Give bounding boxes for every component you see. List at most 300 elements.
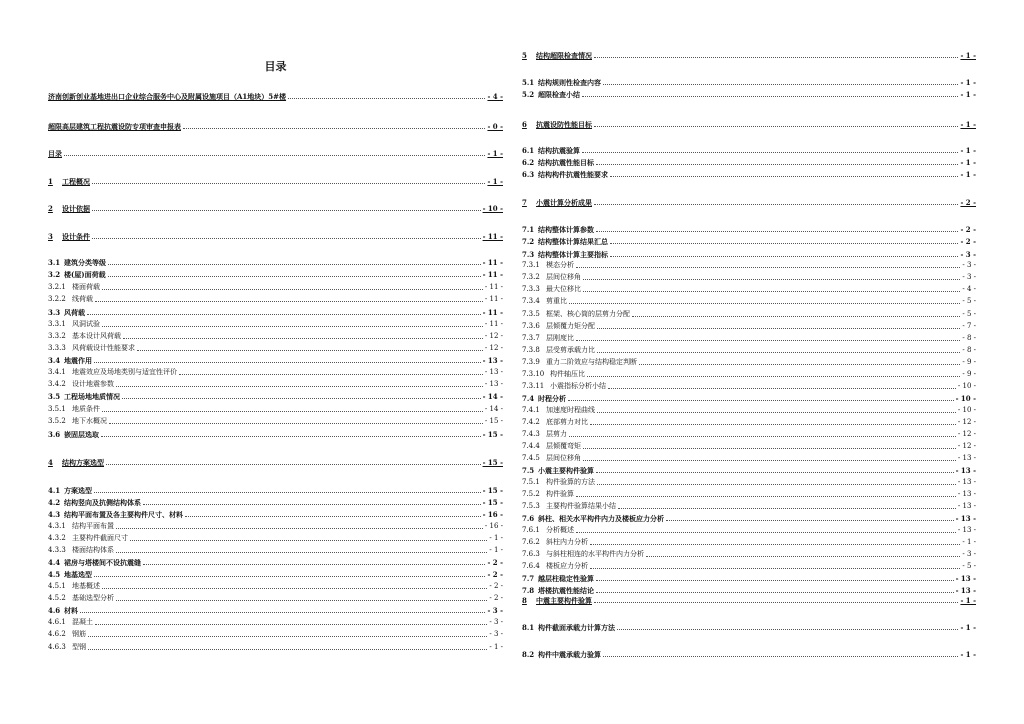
toc-entry-number: 7.5.3 — [522, 502, 540, 510]
toc-entry-number: 7.2 — [522, 237, 535, 246]
toc-entry-page: - 2 - — [487, 570, 503, 579]
toc-entry-number: 4.6.3 — [48, 643, 66, 651]
toc-entry[interactable] — [522, 454, 976, 463]
toc-entry-page: - 1 - — [960, 90, 976, 99]
toc-entry-title: 层倾覆力矩分配 — [546, 322, 595, 330]
toc-entry-number: 5.2 — [522, 90, 535, 99]
toc-dot-leader — [576, 532, 956, 533]
toc-entry-page: - 15 - — [482, 486, 503, 495]
toc-dot-leader — [594, 204, 958, 205]
toc-entry[interactable] — [522, 170, 976, 179]
toc-entry[interactable] — [48, 149, 503, 158]
toc-entry-number: 8 — [522, 596, 527, 605]
toc-entry-title: 楼面结构体系 — [72, 546, 114, 554]
toc-entry-title: 超限高层建筑工程抗震设防专项审查申报表 — [48, 122, 181, 131]
toc-entry[interactable] — [522, 526, 976, 535]
toc-entry[interactable] — [522, 394, 976, 403]
toc-entry-title: 材料 — [64, 606, 78, 615]
toc-entry[interactable] — [522, 478, 976, 487]
toc-dot-leader — [603, 656, 958, 657]
toc-entry-number: 4.1 — [48, 486, 61, 495]
toc-entry[interactable] — [48, 430, 503, 439]
toc-entry-title: 济南创新创业基地进出口企业综合服务中心及附属设施项目（A1地块）5#楼 — [48, 92, 287, 101]
toc-dot-leader — [583, 448, 956, 449]
toc-entry-number: 3.5 — [48, 392, 61, 401]
toc-entry-number: 4.6.1 — [48, 618, 66, 626]
toc-entry[interactable] — [48, 486, 503, 495]
toc-dot-leader — [116, 386, 483, 387]
toc-entry-page: - 2 - — [960, 225, 976, 234]
toc-dot-leader — [610, 176, 958, 177]
toc-entry-page: - 13 - — [957, 490, 976, 498]
toc-entry-title: 时程分析 — [538, 394, 566, 403]
toc-dot-leader — [603, 84, 958, 85]
toc-entry[interactable] — [48, 92, 503, 101]
toc-entry-number: 7.6 — [522, 514, 535, 523]
toc-entry[interactable] — [48, 270, 503, 279]
toc-entry-number: 7.5.1 — [522, 478, 540, 486]
toc-dot-leader — [94, 362, 481, 363]
toc-entry[interactable] — [522, 514, 976, 523]
toc-entry[interactable] — [48, 582, 503, 591]
toc-entry-number: 3.3 — [48, 308, 61, 317]
toc-entry[interactable] — [522, 370, 976, 379]
toc-entry[interactable] — [48, 417, 503, 426]
toc-entry[interactable] — [522, 562, 976, 571]
toc-entry-number: 4 — [48, 458, 53, 467]
toc-entry-title: 超限检查小结 — [538, 90, 580, 99]
toc-entry-page: - 3 - — [962, 550, 976, 558]
toc-entry-title: 与斜柱相连的水平构件内力分析 — [546, 550, 644, 558]
toc-entry-page: - 1 - — [962, 538, 976, 546]
toc-dot-leader — [179, 374, 483, 375]
toc-entry-number: 2 — [48, 204, 53, 213]
toc-entry-number: 6.3 — [522, 170, 535, 179]
toc-dot-leader — [288, 98, 485, 99]
toc-entry-title: 层间位移角 — [546, 454, 581, 462]
toc-entry-page: - 9 - — [962, 358, 976, 366]
toc-entry-number: 4.5.1 — [48, 582, 66, 590]
toc-entry-number: 7.3 — [522, 250, 535, 259]
toc-entry-page: - 4 - — [487, 92, 503, 101]
toc-entry[interactable] — [48, 283, 503, 292]
toc-entry-title: 线荷载 — [72, 295, 93, 303]
toc-dot-leader — [590, 424, 956, 425]
toc-entry-page: - 14 - — [484, 405, 503, 413]
toc-entry-page: - 1 - — [487, 177, 503, 186]
toc-dot-leader — [597, 412, 956, 413]
toc-entry[interactable] — [522, 358, 976, 367]
toc-entry-number: 4.5.2 — [48, 594, 66, 602]
toc-entry[interactable] — [48, 498, 503, 507]
toc-dot-leader — [88, 636, 487, 637]
toc-dot-leader — [610, 243, 958, 244]
toc-entry[interactable] — [48, 606, 503, 615]
toc-entry[interactable] — [48, 558, 503, 567]
toc-entry[interactable] — [48, 122, 503, 131]
toc-entry-title: 越层柱稳定性验算 — [538, 574, 594, 583]
toc-entry-title: 设计条件 — [62, 232, 90, 241]
toc-dot-leader — [583, 279, 960, 280]
toc-entry-title: 层受剪承载力比 — [546, 346, 595, 354]
toc-entry-title: 层倾覆弯矩 — [546, 442, 581, 450]
toc-entry-page: - 12 - — [957, 430, 976, 438]
toc-entry-number: 4.6 — [48, 606, 61, 615]
toc-entry[interactable] — [522, 502, 976, 511]
toc-entry[interactable] — [522, 285, 976, 294]
toc-entry-page: - 13 - — [955, 574, 976, 583]
toc-entry-number: 3.4.2 — [48, 380, 66, 388]
toc-entry[interactable] — [48, 232, 503, 241]
toc-dot-leader — [92, 238, 481, 239]
toc-entry-title: 层刚度比 — [546, 334, 574, 342]
toc-entry-number: 7.3.9 — [522, 358, 540, 366]
toc-entry-title: 小震指标分析小结 — [550, 382, 606, 390]
toc-dot-leader — [92, 183, 485, 184]
toc-entry-title: 层间位移角 — [546, 273, 581, 281]
toc-dot-leader — [130, 540, 487, 541]
toc-dot-leader — [594, 126, 958, 127]
toc-heading: 目录 — [264, 60, 287, 73]
toc-entry[interactable] — [522, 158, 976, 167]
toc-entry-number: 3.5.1 — [48, 405, 66, 413]
toc-entry[interactable] — [522, 466, 976, 475]
toc-entry-number: 1 — [48, 177, 53, 186]
toc-entry[interactable] — [522, 261, 976, 270]
toc-entry-number: 7.4.5 — [522, 454, 540, 462]
toc-entry[interactable] — [48, 534, 503, 543]
toc-entry-title: 结构平面布置及各主要构件尺寸、材料 — [64, 510, 183, 519]
toc-entry-title: 地下水概况 — [72, 417, 107, 425]
toc-entry[interactable] — [48, 546, 503, 555]
toc-entry[interactable] — [48, 522, 503, 531]
toc-entry-title: 分析概述 — [546, 526, 574, 534]
toc-entry-title: 小震主要构件验算 — [538, 466, 594, 475]
toc-entry[interactable] — [48, 308, 503, 317]
toc-entry-page: - 3 - — [489, 618, 503, 626]
toc-entry-number: 4.3.3 — [48, 546, 66, 554]
toc-entry[interactable] — [48, 594, 503, 603]
toc-dot-leader — [666, 520, 954, 521]
toc-entry-number: 3.3.1 — [48, 320, 66, 328]
toc-dot-leader — [183, 128, 485, 129]
toc-entry[interactable] — [522, 586, 976, 595]
toc-entry-number: 7.3.8 — [522, 346, 540, 354]
toc-dot-leader — [123, 338, 483, 339]
toc-dot-leader — [106, 464, 481, 465]
toc-entry-number: 7.4.2 — [522, 418, 540, 426]
toc-dot-leader — [116, 552, 487, 553]
toc-entry[interactable] — [522, 418, 976, 427]
toc-entry-title: 风荷载 — [64, 308, 85, 317]
toc-dot-leader — [587, 376, 960, 377]
toc-entry-page: - 15 - — [482, 498, 503, 507]
toc-entry[interactable] — [48, 405, 503, 414]
toc-entry[interactable] — [522, 310, 976, 319]
toc-entry-title: 主要构件验算结果小结 — [546, 502, 616, 510]
toc-entry[interactable] — [522, 650, 976, 659]
toc-entry[interactable] — [522, 334, 976, 343]
toc-entry-title: 楼(屋)面荷载 — [64, 270, 106, 279]
toc-entry-page: - 2 - — [489, 582, 503, 590]
toc-entry-title: 工程场地地质情况 — [64, 392, 120, 401]
toc-entry-title: 构件中震承载力验算 — [538, 650, 601, 659]
toc-entry-title: 模态分析 — [546, 261, 574, 269]
toc-entry-number: 7.4.1 — [522, 406, 540, 414]
toc-entry-title: 小震计算分析成果 — [536, 198, 592, 207]
toc-entry-page: - 1 - — [960, 158, 976, 167]
toc-dot-leader — [583, 291, 960, 292]
toc-entry-page: - 5 - — [962, 297, 976, 305]
toc-entry-title: 建筑分类等级 — [64, 258, 106, 267]
toc-dot-leader — [576, 340, 960, 341]
toc-entry-page: - 3 - — [962, 273, 976, 281]
toc-entry-number: 7.4.3 — [522, 430, 540, 438]
toc-entry-title: 最大位移比 — [546, 285, 581, 293]
toc-entry-page: - 1 - — [487, 149, 503, 158]
toc-dot-leader — [108, 276, 481, 277]
toc-entry-page: - 11 - — [484, 295, 503, 303]
toc-dot-leader — [590, 544, 960, 545]
toc-dot-leader — [185, 516, 481, 517]
toc-entry-title: 主要构件截面尺寸 — [72, 534, 128, 542]
toc-entry[interactable] — [522, 78, 976, 87]
toc-entry-number: 7.8 — [522, 586, 535, 595]
toc-entry[interactable] — [522, 596, 976, 605]
toc-entry-title: 结构整体计算主要指标 — [538, 250, 608, 259]
toc-entry-page: - 2 - — [960, 237, 976, 246]
toc-entry[interactable] — [522, 225, 976, 234]
toc-entry-number: 7.5 — [522, 466, 535, 475]
toc-entry-number: 5 — [522, 51, 527, 60]
toc-entry-number: 3 — [48, 232, 53, 241]
toc-entry-title: 型钢 — [72, 643, 86, 651]
toc-entry[interactable] — [522, 623, 976, 632]
toc-entry-number: 3.2.1 — [48, 283, 66, 291]
toc-dot-leader — [610, 256, 958, 257]
toc-dot-leader — [594, 57, 958, 58]
toc-entry-number: 3.4.1 — [48, 368, 66, 376]
toc-entry-page: - 5 - — [962, 562, 976, 570]
toc-dot-leader — [102, 289, 483, 290]
toc-entry[interactable] — [522, 574, 976, 583]
toc-entry[interactable] — [48, 510, 503, 519]
toc-entry[interactable] — [48, 204, 503, 213]
toc-entry-title: 底部剪力对比 — [546, 418, 588, 426]
toc-entry-title: 楼面荷载 — [72, 283, 100, 291]
toc-entry-number: 8.1 — [522, 623, 535, 632]
toc-entry-page: - 12 - — [957, 418, 976, 426]
toc-entry-page: - 13 - — [484, 368, 503, 376]
toc-dot-leader — [122, 398, 481, 399]
toc-entry-page: - 11 - — [482, 232, 503, 241]
toc-entry[interactable] — [48, 380, 503, 389]
toc-entry-number: 7.6.1 — [522, 526, 540, 534]
toc-entry-page: - 8 - — [962, 334, 976, 342]
toc-entry-title: 构件轴压比 — [550, 370, 585, 378]
toc-entry-title: 方案选型 — [64, 486, 92, 495]
toc-entry-title: 结构竖向及抗侧结构体系 — [64, 498, 141, 507]
toc-entry-number: 7.5.2 — [522, 490, 540, 498]
toc-entry[interactable] — [48, 320, 503, 329]
toc-entry[interactable] — [48, 618, 503, 627]
toc-entry-page: - 13 - — [955, 466, 976, 475]
toc-entry-title: 嵌固层选取 — [64, 430, 99, 439]
toc-entry[interactable] — [522, 120, 976, 129]
toc-dot-leader — [95, 624, 487, 625]
toc-entry[interactable] — [522, 250, 976, 259]
toc-entry-number: 4.2 — [48, 498, 61, 507]
toc-entry[interactable] — [522, 146, 976, 155]
toc-entry-number: 6.2 — [522, 158, 535, 167]
toc-entry-page: - 1 - — [489, 546, 503, 554]
toc-dot-leader — [92, 210, 481, 211]
toc-entry[interactable] — [522, 346, 976, 355]
toc-dot-leader — [582, 96, 958, 97]
toc-dot-leader — [590, 568, 960, 569]
toc-entry[interactable] — [522, 550, 976, 559]
toc-entry-page: - 12 - — [484, 344, 503, 352]
toc-entry[interactable] — [48, 458, 503, 467]
toc-entry[interactable] — [522, 51, 976, 60]
toc-entry-number: 6.1 — [522, 146, 535, 155]
toc-entry-title: 裙房与塔楼间不设抗震缝 — [64, 558, 141, 567]
toc-entry-page: - 10 - — [957, 382, 976, 390]
toc-entry[interactable] — [522, 406, 976, 415]
toc-entry[interactable] — [48, 630, 503, 639]
toc-entry-title: 结构整体计算参数 — [538, 225, 594, 234]
toc-dot-leader — [137, 350, 483, 351]
toc-dot-leader — [116, 600, 487, 601]
toc-entry-page: - 10 - — [955, 394, 976, 403]
toc-dot-leader — [102, 588, 487, 589]
toc-entry[interactable] — [522, 382, 976, 391]
toc-entry-page: - 12 - — [957, 442, 976, 450]
toc-entry[interactable] — [48, 392, 503, 401]
toc-entry-page: - 2 - — [487, 558, 503, 567]
toc-entry-page: - 10 - — [482, 204, 503, 213]
toc-entry-number: 6 — [522, 120, 527, 129]
toc-entry[interactable] — [48, 368, 503, 377]
toc-dot-leader — [116, 528, 483, 529]
toc-entry-page: - 12 - — [484, 332, 503, 340]
toc-dot-leader — [576, 267, 960, 268]
toc-entry-page: - 1 - — [960, 78, 976, 87]
toc-entry[interactable] — [48, 570, 503, 579]
toc-dot-leader — [94, 492, 481, 493]
toc-entry[interactable] — [522, 90, 976, 99]
toc-entry-page: - 13 - — [957, 502, 976, 510]
toc-entry-number: 4.6.2 — [48, 630, 66, 638]
toc-entry-number: 7.3.1 — [522, 261, 540, 269]
toc-entry-number: 7.3.3 — [522, 285, 540, 293]
toc-entry-number: 7.4.4 — [522, 442, 540, 450]
toc-entry[interactable] — [522, 442, 976, 451]
toc-entry-title: 风荷载设计性能要求 — [72, 344, 135, 352]
toc-entry-number: 3.2 — [48, 270, 61, 279]
toc-entry-page: - 13 - — [957, 526, 976, 534]
toc-entry-title: 地基选型 — [64, 570, 92, 579]
toc-entry-number: 3.2.2 — [48, 295, 66, 303]
toc-entry-page: - 16 - — [482, 510, 503, 519]
toc-entry[interactable] — [522, 198, 976, 207]
toc-entry-title: 基础选型分析 — [72, 594, 114, 602]
toc-dot-leader — [576, 496, 956, 497]
toc-entry-number: 7.3.10 — [522, 370, 545, 378]
toc-dot-leader — [583, 460, 956, 461]
toc-entry-page: - 13 - — [482, 356, 503, 365]
toc-entry-page: - 1 - — [960, 650, 976, 659]
toc-entry-page: - 1 - — [960, 623, 976, 632]
toc-entry-title: 地基概述 — [72, 582, 100, 590]
toc-entry[interactable] — [522, 273, 976, 282]
toc-dot-leader — [108, 264, 481, 265]
toc-entry-number: 7.6.3 — [522, 550, 540, 558]
toc-entry[interactable] — [522, 490, 976, 499]
toc-entry-page: - 11 - — [484, 283, 503, 291]
toc-entry[interactable] — [522, 237, 976, 246]
toc-entry-title: 结构规则性检查内容 — [538, 78, 601, 87]
toc-entry[interactable] — [48, 332, 503, 341]
toc-entry-page: - 1 - — [960, 596, 976, 605]
toc-entry[interactable] — [48, 177, 503, 186]
toc-entry[interactable] — [522, 430, 976, 439]
toc-dot-leader — [596, 231, 958, 232]
toc-dot-leader — [95, 301, 483, 302]
toc-entry[interactable] — [522, 297, 976, 306]
toc-entry-page: - 5 - — [962, 310, 976, 318]
toc-entry[interactable] — [48, 643, 503, 652]
toc-entry-title: 楼板应力分析 — [546, 562, 588, 570]
toc-entry[interactable] — [48, 344, 503, 353]
toc-entry-number: 3.1 — [48, 258, 61, 267]
toc-entry-number: 7.6.2 — [522, 538, 540, 546]
toc-dot-leader — [597, 484, 956, 485]
toc-dot-leader — [80, 612, 485, 613]
toc-entry-title: 构件截面承载力计算方法 — [538, 623, 615, 632]
toc-entry-number: 4.3 — [48, 510, 61, 519]
toc-entry[interactable] — [522, 322, 976, 331]
toc-entry-page: - 11 - — [484, 320, 503, 328]
toc-entry-number: 3.5.2 — [48, 417, 66, 425]
toc-entry-page: - 1 - — [489, 534, 503, 542]
toc-entry-page: - 13 - — [955, 514, 976, 523]
toc-entry-title: 设计地震参数 — [72, 380, 114, 388]
toc-entry[interactable] — [48, 258, 503, 267]
toc-dot-leader — [639, 364, 960, 365]
toc-entry[interactable] — [48, 356, 503, 365]
toc-entry-page: - 3 - — [487, 606, 503, 615]
toc-entry-page: - 1 - — [489, 643, 503, 651]
toc-dot-leader — [102, 411, 483, 412]
toc-entry-number: 4.5 — [48, 570, 61, 579]
toc-entry-title: 构件验算 — [546, 490, 574, 498]
toc-entry-number: 7.3.6 — [522, 322, 540, 330]
toc-entry[interactable] — [48, 295, 503, 304]
toc-entry-title: 加速度时程曲线 — [546, 406, 595, 414]
toc-dot-leader — [597, 328, 960, 329]
toc-entry-page: - 8 - — [962, 346, 976, 354]
toc-entry-number: 7.3.11 — [522, 382, 545, 390]
toc-entry-title: 框架、核心筒的层剪力分配 — [546, 310, 630, 318]
toc-dot-leader — [596, 164, 958, 165]
toc-dot-leader — [596, 472, 954, 473]
toc-entry-title: 层剪力 — [546, 430, 567, 438]
toc-entry-title: 塔楼抗震性能结论 — [538, 586, 594, 595]
toc-entry[interactable] — [522, 538, 976, 547]
toc-entry-title: 结构抗震验算 — [538, 146, 580, 155]
toc-entry-number: 7.7 — [522, 574, 535, 583]
